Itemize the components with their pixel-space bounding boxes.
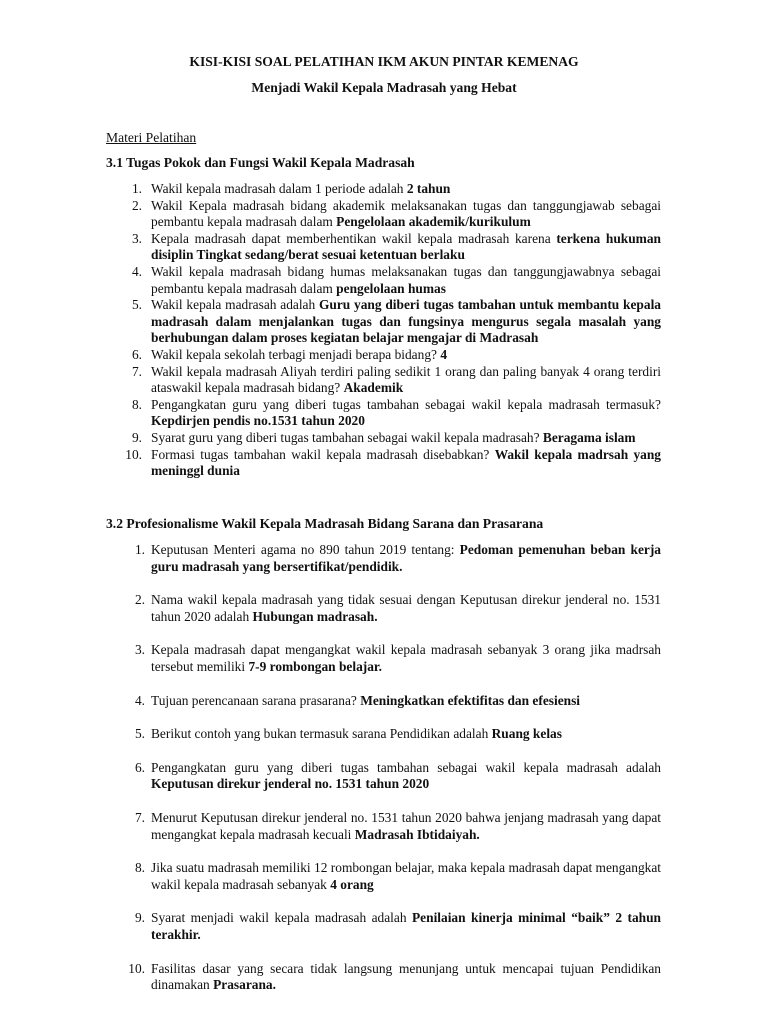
section-1-heading: 3.1 Tugas Pokok dan Fungsi Wakil Kepala Madrasah [106, 155, 415, 170]
item-number: 9. [131, 429, 142, 445]
answer-text: 7-9 rombongan belajar. [248, 658, 382, 674]
question-text: Syarat menjadi wakil kepala madrasah adalah [151, 910, 412, 926]
list-item [0, 961, 768, 994]
question-text: Fasilitas dasar yang secara tidak langsung menunjang untuk mencapai tujuan Pendidikan dinamakan [151, 960, 661, 993]
item-number: 8. [134, 860, 145, 876]
question-text: Wakil kepala sekolah terbagi menjadi berapa bidang? [151, 346, 441, 362]
list-item [0, 860, 768, 893]
question-text: Wakil kepala madrasah adalah [151, 297, 319, 313]
item-number: 2. [131, 197, 142, 213]
question-text: Syarat guru yang diberi tugas tambahan sebagai wakil kepala madrasah? [151, 429, 543, 445]
question-text: Menurut Keputusan direkur jenderal no. 1531 tahun 2020 bahwa jenjang madrasah yang dapat mengangkat kepala madrasah kecuali [151, 809, 661, 842]
item-number: 5. [131, 297, 142, 313]
item-number: 4. [134, 692, 145, 708]
question-text: Wakil kepala madrasah bidang humas melaksanakan tugas dan tanggungjawabnya sebagai pembantu kepala madrasah dalam [151, 263, 661, 296]
answer-text: Guru yang diberi tugas tambahan untuk membantu kepala madrasah dalam menjalankan tugas dan fungsinya mengurus segala masalah yang berhubungan dalam proses kegiatan belajar mengajar di Madrasah [151, 297, 661, 346]
item-number: 2. [134, 592, 145, 608]
section-1-list [0, 181, 768, 480]
list-item [0, 542, 768, 575]
answer-text: Madrasah Ibtidaiyah. [354, 826, 480, 842]
answer-text: 4 [440, 346, 448, 362]
answer-text: Pedoman pemenuhan beban kerja guru madrasah yang bersertifikat/pendidik. [151, 542, 661, 574]
list-item [0, 364, 768, 397]
question-text: Tujuan perencanaan sarana prasarana? [151, 692, 361, 708]
list-item [0, 910, 768, 943]
list-item [0, 264, 768, 297]
list-item [0, 447, 768, 480]
item-number: 1. [134, 542, 145, 557]
question-text: Wakil Kepala madrasah bidang akademik melaksanakan tugas dan tanggungjawab sebagai pembantu kepala madrasah dalam [151, 197, 661, 230]
question-text: Pengangkatan guru yang diberi tugas tambahan sebagai wakil kepala madrasah termasuk? [151, 396, 661, 412]
answer-text: Kepdirjen pendis no.1531 tahun 2020 [151, 413, 365, 429]
materi-label: Materi Pelatihan [106, 130, 197, 145]
answer-text: Prasarana. [213, 977, 276, 993]
list-item [0, 592, 768, 625]
question-text: Kepala madrasah dapat memberhentikan wakil kepala madrasah karena [151, 230, 557, 246]
answer-text: Keputusan direkur jenderal no. 1531 tahun 2020 [151, 776, 430, 792]
question-text: Keputusan Menteri agama no 890 tahun 2019 tentang: [151, 542, 460, 557]
list-item [0, 181, 768, 198]
list-item [0, 760, 768, 793]
section-2-heading: 3.2 Profesionalisme Wakil Kepala Madrasah Bidang Sarana dan Prasarana [106, 516, 544, 531]
answer-text: Hubungan madrasah. [252, 608, 378, 624]
question-text: Formasi tugas tambahan wakil kepala madrasah disebabkan? [151, 446, 495, 462]
question-text: Jika suatu madrasah memiliki 12 rombongan belajar, maka kepala madrasah dapat mengangkat wakil kepala madrasah sebanyak [151, 860, 661, 892]
item-number: 7. [131, 363, 142, 379]
question-text: Pengangkatan guru yang diberi tugas tambahan sebagai wakil kepala madrasah adalah [151, 759, 661, 775]
list-item [0, 726, 768, 743]
item-number: 1. [131, 181, 142, 196]
item-number: 8. [131, 396, 142, 412]
document-subtitle: Menjadi Wakil Kepala Madrasah yang Hebat [251, 80, 517, 95]
item-number: 4. [131, 263, 142, 279]
item-number: 6. [131, 346, 142, 362]
answer-text: 2 tahun [406, 181, 451, 196]
list-item [0, 397, 768, 430]
question-text: Kepala madrasah dapat mengangkat wakil kepala madrasah sebanyak 3 orang jika madrsah tersebut memiliki [151, 642, 661, 674]
item-number: 5. [134, 726, 145, 742]
document-title: KISI-KISI SOAL PELATIHAN IKM AKUN PINTAR KEMENAG [189, 54, 579, 69]
answer-text: pengelolaan humas [336, 280, 446, 296]
section-2-list [0, 542, 768, 1011]
question-text: Wakil kepala madrasah dalam 1 periode adalah [151, 181, 407, 196]
item-number: 3. [131, 230, 142, 246]
answer-text: Wakil kepala madrsah yang meninggl dunia [151, 446, 662, 479]
item-number: 7. [134, 809, 145, 825]
list-item [0, 198, 768, 231]
item-number: 9. [134, 910, 145, 926]
list-item [0, 231, 768, 264]
answer-text: Pengelolaan akademik/kurikulum [336, 214, 531, 230]
answer-text: 4 orang [330, 876, 374, 892]
item-number: 6. [134, 759, 145, 775]
list-item [0, 297, 768, 347]
answer-text: terkena hukuman disiplin Tingkat sedang/berat sesuai ketentuan berlaku [151, 230, 661, 263]
list-item [0, 642, 768, 675]
question-text: Nama wakil kepala madrasah yang tidak sesuai dengan Keputusan direkur jenderal no. 1531 tahun 2020 adalah [151, 592, 661, 624]
list-item [0, 430, 768, 447]
item-number: 10. [128, 960, 145, 976]
list-item [0, 693, 768, 710]
answer-text: Meningkatkan efektifitas dan efesiensi [360, 692, 581, 708]
answer-text: Akademik [343, 380, 404, 396]
question-text: Wakil kepala madrasah Aliyah terdiri paling sedikit 1 orang dan paling banyak 4 orang terdiri ataswakil kepala madrasah bidang? [151, 363, 661, 396]
list-item [0, 810, 768, 843]
answer-text: Penilaian kinerja minimal “baik” 2 tahun terakhir. [151, 910, 661, 942]
item-number: 10. [125, 446, 142, 462]
item-number: 3. [134, 642, 145, 658]
list-item [0, 347, 768, 364]
answer-text: Ruang kelas [491, 726, 562, 742]
question-text: Berikut contoh yang bukan termasuk sarana Pendidikan adalah [151, 726, 492, 742]
answer-text: Beragama islam [542, 429, 636, 445]
